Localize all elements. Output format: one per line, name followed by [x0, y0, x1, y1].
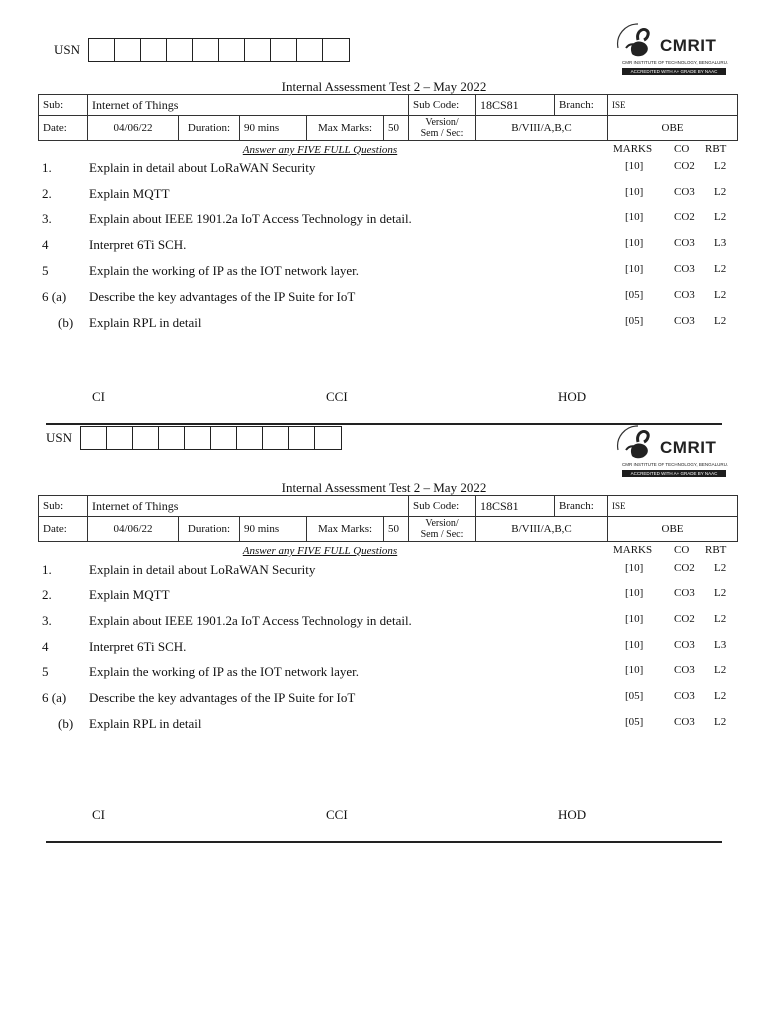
sub-value: Internet of Things — [88, 95, 409, 116]
test-title: Internal Assessment Test 2 – May 2022 — [281, 79, 487, 94]
logo-institute: CMR INSTITUTE OF TECHNOLOGY, BENGALURU. — [622, 60, 729, 65]
question-row: 4 Interpret 6Ti SCH. [10] CO3 L3 — [42, 237, 727, 252]
question-row: 1. Explain in detail about LoRaWAN Security [10] CO2 L2 — [42, 160, 727, 175]
cmrit-logo — [612, 420, 732, 480]
signature-hod: HOD — [558, 807, 587, 822]
date-value: 04/06/22 — [88, 517, 179, 542]
signature-hod: HOD — [558, 389, 587, 404]
usn-label: USN — [46, 430, 73, 445]
logo-accreditation: ACCREDITED WITH A+ GRADE BY NAAC — [622, 470, 726, 477]
question-row: 2. Explain MQTT [10] CO3 L2 — [42, 186, 727, 201]
instruction: Answer any FIVE FULL Questions — [242, 545, 398, 557]
maxmarks-label: Max Marks: — [307, 517, 384, 542]
sub-value: Internet of Things — [88, 496, 409, 517]
logo-name: CMRIT — [660, 36, 717, 55]
subcode-label: Sub Code: — [409, 496, 476, 517]
usn-label: USN — [54, 42, 81, 57]
meta-table — [38, 495, 738, 542]
question-row: 5 Explain the working of IP as the IOT network layer. [10] CO3 L2 — [42, 664, 727, 679]
maxmarks-value: 50 — [384, 517, 409, 542]
duration-value: 90 mins — [240, 517, 307, 542]
signature-cci: CCI — [326, 807, 348, 822]
logo-accreditation: ACCREDITED WITH A+ GRADE BY NAAC — [622, 68, 726, 75]
duration-label: Duration: — [179, 517, 240, 542]
date-value: 04/06/22 — [88, 116, 179, 141]
maxmarks-label: Max Marks: — [307, 116, 384, 141]
marks-header: MARKS — [613, 143, 653, 155]
sub-label: Sub: — [39, 496, 88, 517]
version-label: Version/ Sem / Sec: — [409, 517, 476, 542]
version-value: B/VIII/A,B,C — [476, 116, 608, 141]
logo-name: CMRIT — [660, 438, 717, 457]
usn-row — [46, 426, 342, 450]
rbt-header: RBT — [705, 143, 727, 155]
duration-label: Duration: — [179, 116, 240, 141]
branch-label: Branch: — [555, 496, 608, 517]
question-row: 6 (a) Describe the key advantages of the IP Suite for IoT [05] CO3 L2 — [42, 690, 727, 705]
marks-header: MARKS — [613, 544, 653, 556]
branch-value: ISE — [608, 496, 738, 517]
date-label: Date: — [39, 116, 88, 141]
question-row: 5 Explain the working of IP as the IOT network layer. [10] CO3 L2 — [42, 263, 727, 278]
question-row: 1. Explain in detail about LoRaWAN Security [10] CO2 L2 — [42, 562, 727, 577]
usn-boxes[interactable] — [88, 38, 350, 62]
subcode-label: Sub Code: — [409, 95, 476, 116]
usn-row — [54, 38, 350, 62]
version-value: B/VIII/A,B,C — [476, 517, 608, 542]
duration-value: 90 mins — [240, 116, 307, 141]
signature-ci: CI — [92, 807, 105, 822]
date-label: Date: — [39, 517, 88, 542]
test-title: Internal Assessment Test 2 – May 2022 — [281, 480, 487, 495]
subcode-value: 18CS81 — [476, 496, 555, 517]
question-row: 3. Explain about IEEE 1901.2a IoT Access Technology in detail. [10] CO2 L2 — [42, 613, 727, 628]
swan-icon — [612, 18, 662, 62]
maxmarks-value: 50 — [384, 116, 409, 141]
swan-icon — [612, 420, 662, 464]
meta-table — [38, 94, 738, 141]
instruction: Answer any FIVE FULL Questions — [242, 144, 398, 156]
usn-boxes[interactable] — [80, 426, 342, 450]
question-row: 2. Explain MQTT [10] CO3 L2 — [42, 587, 727, 602]
question-row: 6 (a) Describe the key advantages of the IP Suite for IoT [05] CO3 L2 — [42, 289, 727, 304]
signature-ci: CI — [92, 389, 105, 404]
question-row: 3. Explain about IEEE 1901.2a IoT Access Technology in detail. [10] CO2 L2 — [42, 211, 727, 226]
question-row: 4 Interpret 6Ti SCH. [10] CO3 L3 — [42, 639, 727, 654]
subcode-value: 18CS81 — [476, 95, 555, 116]
question-row: (b) Explain RPL in detail [05] CO3 L2 — [58, 315, 727, 330]
question-row: (b) Explain RPL in detail [05] CO3 L2 — [58, 716, 727, 731]
obe-label: OBE — [608, 517, 738, 542]
version-label: Version/ Sem / Sec: — [409, 116, 476, 141]
co-header: CO — [674, 143, 690, 155]
sub-label: Sub: — [39, 95, 88, 116]
co-header: CO — [674, 544, 690, 556]
branch-label: Branch: — [555, 95, 608, 116]
logo-institute: CMR INSTITUTE OF TECHNOLOGY, BENGALURU. — [622, 462, 729, 467]
cmrit-logo — [612, 18, 732, 78]
divider-line — [46, 841, 722, 843]
rbt-header: RBT — [705, 544, 727, 556]
branch-value: ISE — [608, 95, 738, 116]
obe-label: OBE — [608, 116, 738, 141]
signature-cci: CCI — [326, 389, 348, 404]
